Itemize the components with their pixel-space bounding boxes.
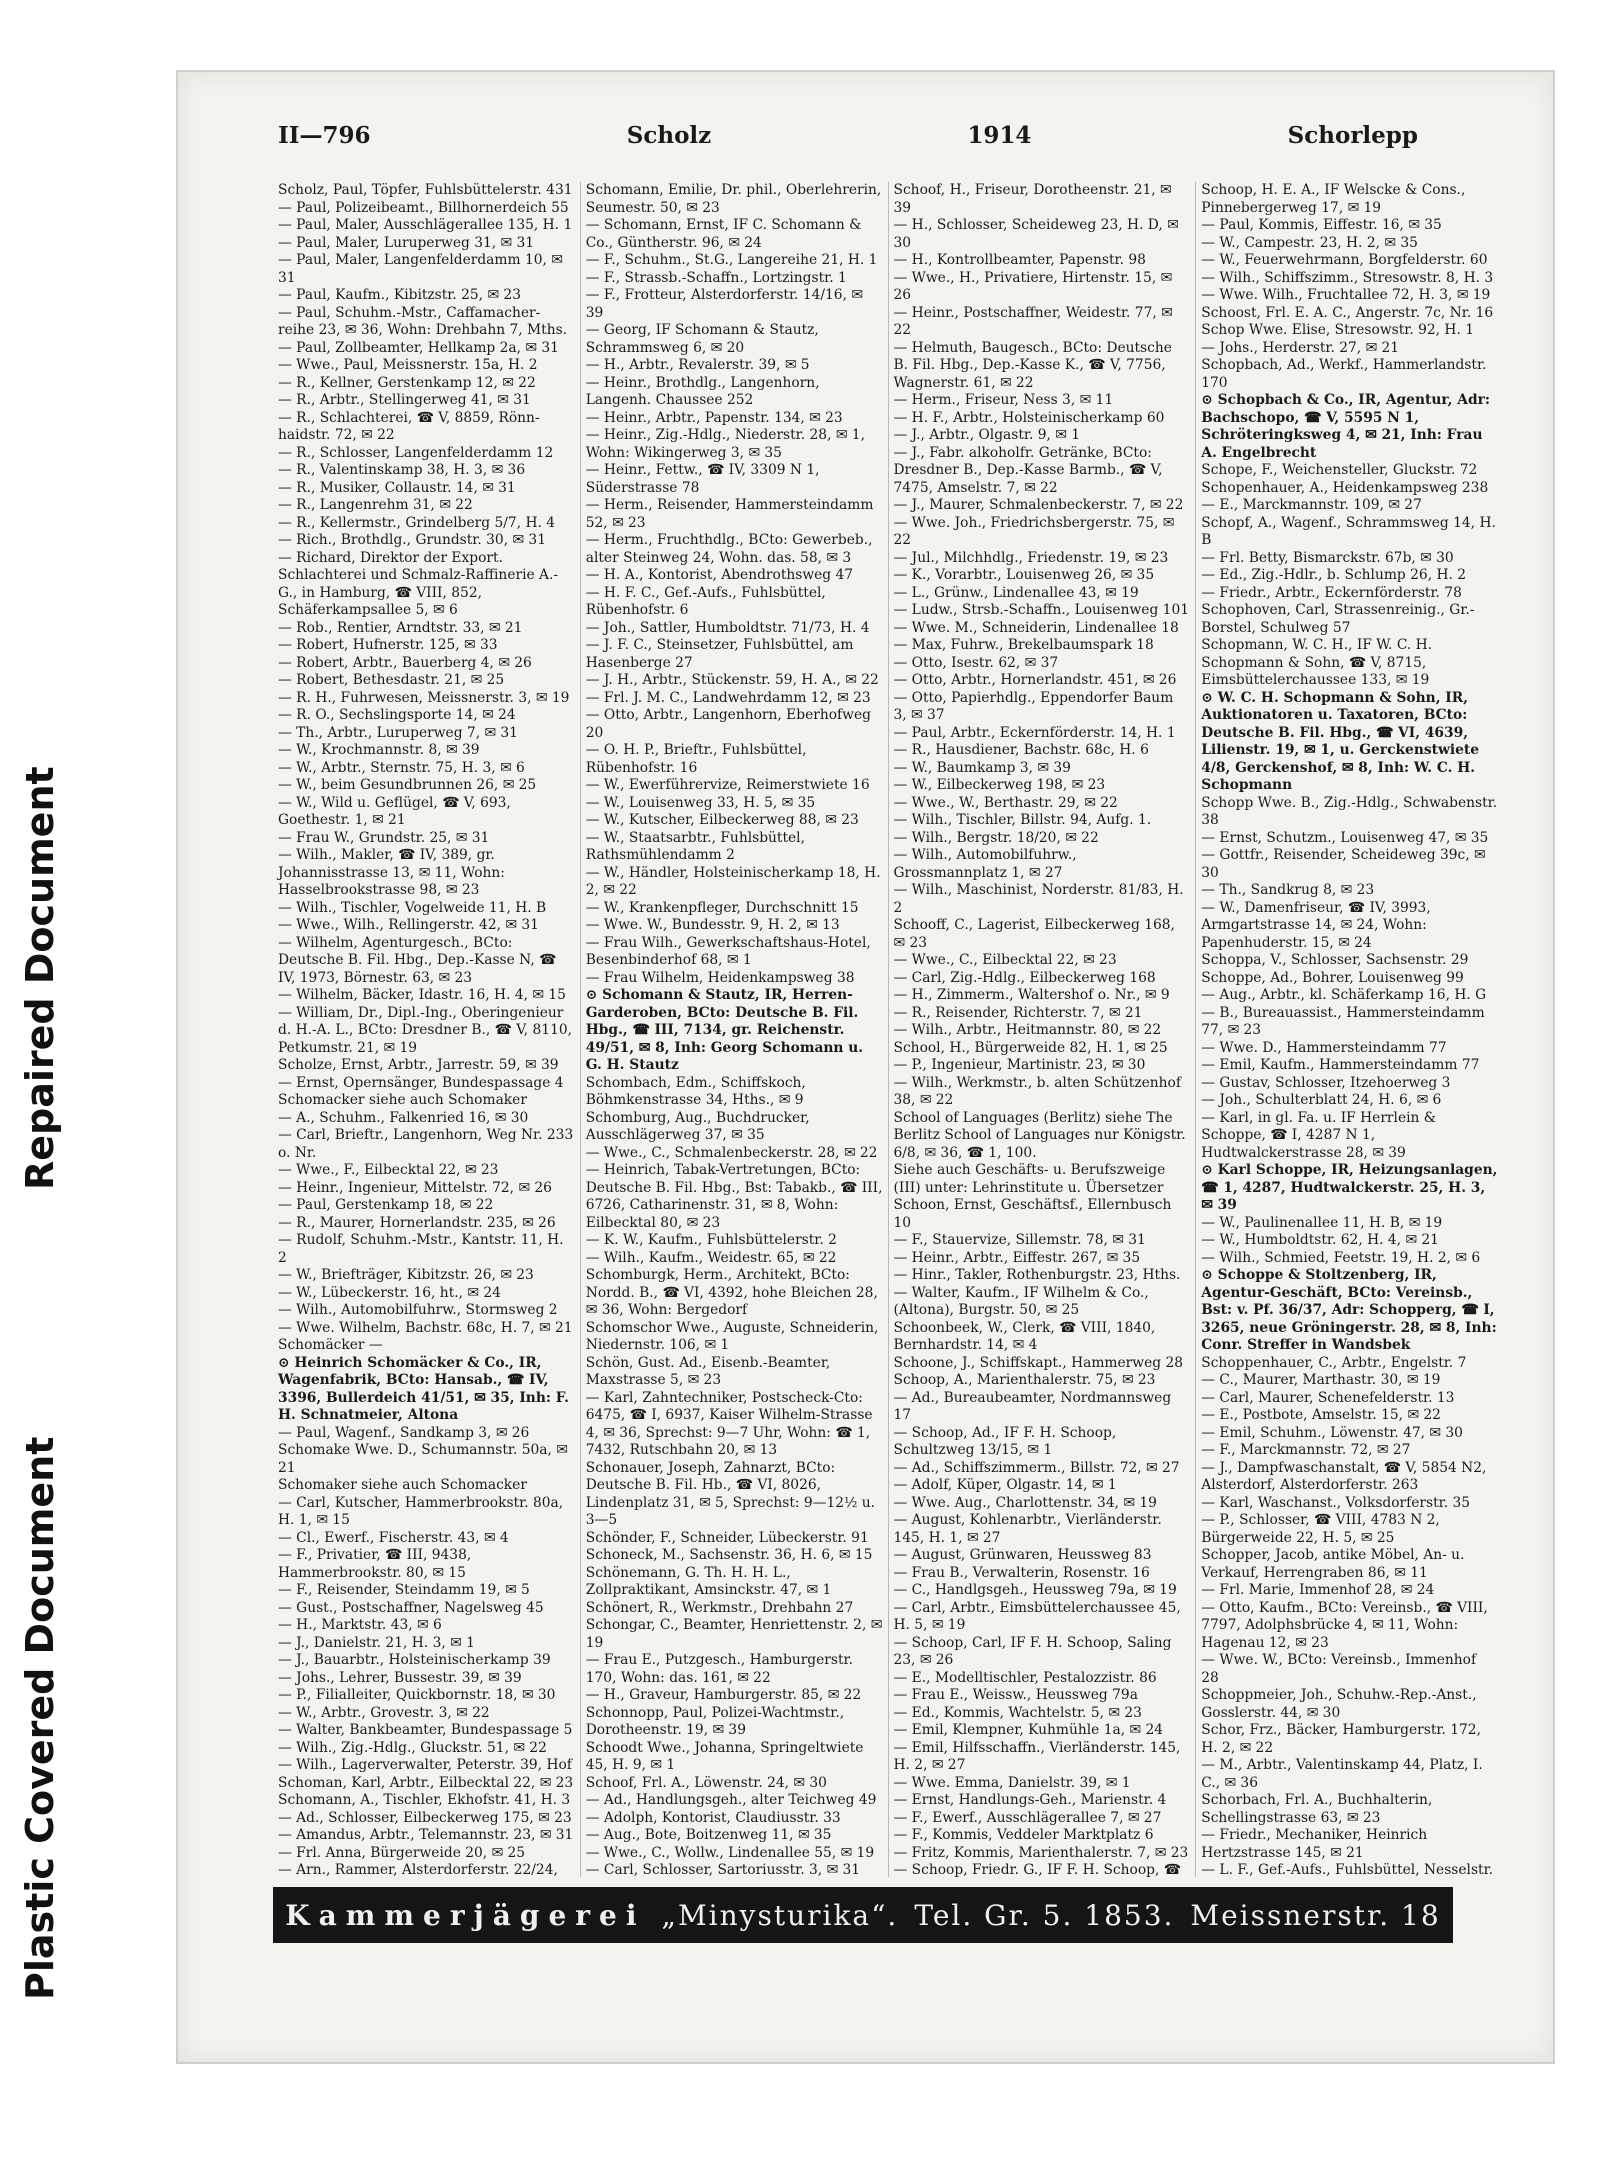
directory-entry: — P., Filialleiter, Quickbornstr. 18, ✉ 30 [278,1687,556,1703]
directory-entry: — Wilh., Schmied, Feetstr. 19, H. 2, ✉ 6 [1201,1249,1481,1266]
directory-entry: — Wwe., C., Schmalenbeckerstr. 28, ✉ 22 [585,1144,878,1161]
directory-entry: Schönemann, G. Th. H. H. L., Zollpraktikant, Amsinckstr. 47, ✉ 1 [585,1564,832,1598]
directory-entry: — W., Briefträger, Kibitzstr. 26, ✉ 23 [278,1267,534,1283]
directory-entry: — R., Schlachterei, ☎ V, 8859, Rönn-haidstr. 72, ✉ 22 [278,409,540,443]
directory-entry: Schoop, H. E. A., IF Welscke & Cons., Pinnebergerweg 17, ✉ 19 [1201,182,1466,216]
header-left-word: Scholz [626,122,712,149]
directory-entry: — Carl, Kutscher, Hammerbrookstr. 80a, H. 1, ✉ 15 [278,1494,564,1528]
directory-entry: Schoppa, V., Schlosser, Sachsenstr. 29 [1201,952,1469,968]
directory-entry: — R., Langenrehm 31, ✉ 22 [278,497,473,513]
directory-entry: Schopf, A., Wagenf., Schrammsweg 14, H. B [1201,514,1496,548]
directory-entry: — R., Musiker, Collaustr. 14, ✉ 31 [278,479,516,496]
directory-entry: Schomacker siehe auch Schomaker [278,1092,527,1108]
directory-entry: — F., Schuhm., St.G., Langereihe 21, H. 1 [585,252,878,268]
header-year: 1914 [967,122,1032,149]
directory-entry: Schön, Gust. Ad., Eisenb.-Beamter, Maxstrasse 5, ✉ 23 [585,1354,831,1388]
directory-entry: Schomake Wwe. D., Schumannstr. 50a, ✉ 21 [278,1442,568,1476]
directory-entry: — Paul, Kaufm., Kibitzstr. 25, ✉ 23 [278,287,521,303]
directory-entry: — Ed., Zig.-Hdlr., b. Schlump 26, H. 2 [1201,567,1467,583]
directory-entry: ⊙ Karl Schoppe, IR, Heizungsanlagen, ☎ 1, 4287, Hudtwalckerstr. 25, H. 3, ✉ 39 [1201,1162,1498,1213]
directory-entry: — Wilhelm, Bäcker, Idastr. 16, H. 4, ✉ 15 [278,987,566,1003]
directory-entry: Schopenhauer, A., Heidenkampsweg 238 [1201,479,1489,496]
directory-entry: — F., Reisender, Steindamm 19, ✉ 5 [278,1582,530,1598]
directory-entry: — P., Ingenieur, Martinistr. 23, ✉ 30 [893,1057,1146,1073]
directory-entry: — Wwe. W., Bundesstr. 9, H. 2, ✉ 13 [585,917,840,933]
directory-entry: — H. F. C., Gef.-Aufs., Fuhlsbüttel, Rübenhofstr. 6 [585,584,826,618]
directory-page [176,70,1555,2064]
directory-entry: — Paul, Arbtr., Eckernförderstr. 14, H. 1 [893,724,1176,741]
directory-entry: — H., Schlosser, Scheideweg 23, H. D, ✉ 30 [893,217,1179,251]
banner-brand: „Minysturika“. [661,1898,899,1932]
directory-entry: — Wilh., Makler, ☎ IV, 389, gr. Johannisstrasse 13, ✉ 11, Wohn: Hasselbrookstrasse 98, ✉ 23 [278,847,505,898]
directory-entry: — P., Schlosser, ☎ VIII, 4783 N 2, Bürgerweide 22, H. 5, ✉ 25 [1201,1512,1440,1546]
directory-entry: — J., Bauarbtr., Holsteinischerkamp 39 [278,1652,551,1668]
directory-entry: Schopmann, W. C. H., IF W. C. H. Schopmann & Sohn, ☎ V, 8715, Eimsbüttelerchaussee 133, ✉ 19 [1201,637,1433,688]
directory-entry: — Frau Wilhelm, Heidenkampsweg 38 [585,969,855,986]
directory-entry: ⊙ Schoppe & Stoltzenberg, IR, Agentur-Geschäft, BCto: Vereinsb., Bst: v. Pf. 36/37, Adr: Schopperg, ☎ I, 3265, neue Gröningerstr. 28, ✉ 8, Inh: Conr. Streffer in Wandsbek [1201,1267,1497,1353]
directory-column-2 [581,182,889,1877]
directory-entry: — W., Baumkamp 3, ✉ 39 [893,759,1071,776]
directory-entry: — Adolph, Kontorist, Claudiusstr. 33 [585,1809,841,1826]
directory-entry: — Heinr., Ingenieur, Mittelstr. 72, ✉ 26 [278,1179,552,1196]
directory-entry: — Emil, Schuhm., Löwenstr. 47, ✉ 30 [1201,1424,1463,1441]
directory-entry: — C., Maurer, Marthastr. 30, ✉ 19 [1201,1372,1441,1388]
directory-entry: — W., Händler, Holsteinischerkamp 18, H. 2, ✉ 22 [585,864,881,898]
directory-entry: — Frau Wilh., Gewerkschaftshaus-Hotel, Besenbinderhof 68, ✉ 1 [585,934,871,968]
directory-entry: — Frl. Anna, Bürgerweide 20, ✉ 25 [278,1844,526,1861]
directory-entry: — Herm., Fruchthdlg., BCto: Gewerbeb., alter Steinweg 24, Wohn. das. 58, ✉ 3 [585,532,873,566]
directory-entry: — F., Stauervize, Sillemstr. 78, ✉ 31 [893,1232,1146,1248]
directory-entry: — Heinrich, Tabak-Vertretungen, BCto: Deutsche B. Fil. Hbg., Bst: Tabakb., ☎ III, 6726, Catharinenstr. 31, ✉ 8, Wohn: Eilbecktal 80, ✉ 23 [585,1162,883,1231]
directory-entry: — Robert, Arbtr., Bauerberg 4, ✉ 26 [278,654,532,671]
directory-entry: Schoppe, Ad., Bohrer, Louisenweg 99 [1201,969,1464,986]
directory-entry: — Otto, Isestr. 62, ✉ 37 [893,654,1059,671]
directory-entry: — Heinr., Brothdlg., Langenhorn, Langenh. Chaussee 252 [585,374,820,408]
directory-entry: — F., Kommis, Veddeler Marktplatz 6 [893,1827,1154,1843]
directory-entry: — Karl, Zahntechniker, Postscheck-Cto: 6475, ☎ I, 6937, Kaiser Wilhelm-Strasse 4, ✉ 36, Sprechst: 9—7 Uhr, Wohn: ☎ 1, 7432, Rutschbahn 20, ✉ 13 [585,1389,873,1458]
directory-entry: — Wwe. Wilh., Fruchtallee 72, H. 3, ✉ 19 [1201,287,1491,303]
directory-entry: — Wwe., Paul, Meissnerstr. 15a, H. 2 [278,357,538,373]
directory-entry: Schoof, H., Friseur, Dorotheenstr. 21, ✉ 39 [893,182,1172,216]
directory-entry: Schor, Frz., Bäcker, Hamburgerstr. 172, H. 2, ✉ 22 [1201,1722,1481,1756]
directory-entry: Schomburgk, Herm., Architekt, BCto: Nordd. B., ☎ VI, 4392, hohe Bleichen 28, ✉ 36, Wohn: Bergedorf [585,1267,878,1318]
directory-entry: Scholze, Ernst, Arbtr., Jarrestr. 59, ✉ 39 [278,1057,559,1073]
directory-entry: — W., Krankenpfleger, Durchschnitt 15 [585,899,859,916]
directory-entry: — W., Campestr. 23, H. 2, ✉ 35 [1201,234,1418,251]
directory-entry: — J., Dampfwaschanstalt, ☎ V, 5854 N2, Alsterdorf, Alsterdorferstr. 263 [1201,1459,1487,1493]
directory-entry: — Carl, Brieftr., Langenhorn, Weg Nr. 233 o. Nr. [278,1127,574,1161]
directory-entry: — Th., Arbtr., Luruperweg 7, ✉ 31 [278,724,518,741]
directory-column-3 [889,182,1197,1877]
directory-entry: — Gustav, Schlosser, Itzehoerweg 3 [1201,1074,1451,1091]
directory-entry: — Wilh., Werkmstr., b. alten Schützenhof 38, ✉ 22 [893,1074,1181,1108]
directory-entry: — Adolf, Küper, Olgastr. 14, ✉ 1 [893,1477,1117,1493]
directory-entry: — A., Schuhm., Falkenried 16, ✉ 30 [278,1109,529,1126]
directory-entry: — Heinr., Postschaffner, Weidestr. 77, ✉ 22 [893,304,1173,338]
directory-entry: — Friedr., Mechaniker, Heinrich Hertzstrasse 145, ✉ 21 [1201,1827,1428,1861]
directory-entry: — Wilh., Maschinist, Norderstr. 81/83, H. 2 [893,882,1184,916]
directory-entry: — W., Damenfriseur, ☎ IV, 3993, Armgartstrasse 14, ✉ 24, Wohn: Papenhuderstr. 15, ✉ 24 [1201,899,1431,951]
directory-entry: — F., Strassb.-Schaffn., Lortzingstr. 1 [585,269,847,286]
directory-entry: — Robert, Hufnerstr. 125, ✉ 33 [278,637,498,653]
directory-entry: — Wilh., Kaufm., Weidestr. 65, ✉ 22 [585,1249,837,1266]
directory-entry: — Ad., Schlosser, Eilbeckerweg 175, ✉ 23 [278,1809,572,1826]
directory-column-1 [273,182,581,1877]
directory-entry: — Otto, Papierhdlg., Eppendorfer Baum 3, ✉ 37 [893,689,1174,723]
directory-entry: — W., Arbtr., Sternstr. 75, H. 3, ✉ 6 [278,759,525,776]
directory-entry: — Paul, Schuhm.-Mstr., Caffamacher-reihe 23, ✉ 36, Wohn: Drehbahn 7, Mths. [278,304,568,338]
directory-entry: Schoppenhauer, C., Arbtr., Engelstr. 7 [1201,1354,1467,1371]
directory-entry: — Schoop, Ad., IF F. H. Schoop, Schultzweg 13/15, ✉ 1 [893,1424,1117,1458]
directory-column-4 [1196,182,1503,1877]
directory-entry: — Ad., Handlungsgeh., alter Teichweg 49 [585,1792,877,1808]
directory-entry: — Wwe., W., Berthastr. 29, ✉ 22 [893,794,1118,811]
directory-entry: ⊙ W. C. H. Schopmann & Sohn, IR, Auktionatoren u. Taxatoren, BCto: Deutsche B. Fil. Hbg., ☎ VI, 4639, Lilienstr. 19, ✉ 1, u. Gerckenstwiete 4/8, Gerckenshof, ✉ 8, Inh: W. C. H. Schopmann [1201,689,1480,793]
directory-entry: Schomann, Emilie, Dr. phil., Oberlehrerin, Seumestr. 50, ✉ 23 [585,182,882,216]
directory-entry: — Robert, Bethesdastr. 21, ✉ 25 [278,672,505,688]
banner-phone: Tel. Gr. 5. 1853. [914,1898,1175,1932]
directory-entry: — Wwe. Wilhelm, Bachstr. 68c, H. 7, ✉ 21 [278,1319,573,1336]
directory-entry: — Wwe. Joh., Friedrichsbergerstr. 75, ✉ 22 [893,514,1175,548]
directory-entry: — Otto, Arbtr., Langenhorn, Eberhofweg 20 [585,707,871,741]
directory-entry: — Schoop, Carl, IF F. H. Schoop, Saling 23, ✉ 26 [893,1634,1172,1668]
directory-entry: Schomburg, Aug., Buchdrucker, Ausschlägerweg 37, ✉ 35 [585,1109,810,1143]
directory-entry: Schongar, C., Beamter, Henriettenstr. 2, ✉ 19 [585,1617,883,1651]
header-right-word: Schorlepp [1287,122,1418,149]
directory-entry: — Frau E., Weissw., Heussweg 79a [893,1687,1138,1703]
directory-entry: Schoon, Ernst, Geschäftsf., Ellernbusch 10 [893,1197,1172,1231]
directory-entry: — Aug., Arbtr., kl. Schäferkamp 16, H. G [1201,987,1487,1003]
directory-entry: — Wilh., Bergstr. 18/20, ✉ 22 [893,829,1099,846]
directory-entry: — Frau W., Grundstr. 25, ✉ 31 [278,829,490,846]
directory-entry: — L. F., Gef.-Aufs., Fuhlsbüttel, Nesselstr. [1201,1862,1494,1877]
directory-entry: — W., Humboldtstr. 62, H. 4, ✉ 21 [1201,1232,1439,1248]
directory-entry: — Fritz, Kommis, Marienthalerstr. 7, ✉ 23 [893,1844,1189,1861]
directory-entry: — H., Graveur, Hamburgerstr. 85, ✉ 22 [585,1687,862,1703]
directory-entry: — Max, Fuhrw., Brekelbaumspark 18 [893,637,1154,653]
side-label-repaired: Repaired Document [18,766,62,1190]
directory-entry: Schomschor Wwe., Auguste, Schneiderin, Niedernstr. 106, ✉ 1 [585,1319,879,1353]
directory-entry: — Joh., Sattler, Humboldtstr. 71/73, H. 4 [585,619,870,636]
directory-entry: ⊙ Schomann & Stautz, IR, Herren-Garderoben, BCto: Deutsche B. Fil. Hbg., ☎ III, 7134, gr. Reichenstr. 49/51, ✉ 8, Inh: Georg Schomann u. G. H. Stautz [585,987,864,1073]
directory-entry: — Frl. Marie, Immenhof 28, ✉ 24 [1201,1582,1435,1598]
directory-entry: — J. H., Arbtr., Stückenstr. 59, H. A., ✉ 22 [585,672,879,688]
directory-entry: — Heinr., Fettw., ☎ IV, 3309 N 1, Süderstrasse 78 [585,462,820,496]
advertisement-banner [273,1887,1453,1943]
directory-entry: — Carl, Zig.-Hdlg., Eilbeckerweg 168 [893,969,1156,986]
directory-entry: — E., Postbote, Amselstr. 15, ✉ 22 [1201,1407,1441,1423]
directory-entry: — R., Valentinskamp 38, H. 3, ✉ 36 [278,462,526,478]
directory-entry: — F., Frotteur, Alsterdorferstr. 14/16, ✉ 39 [585,287,863,321]
directory-entry: Schomann, A., Tischler, Ekhofstr. 41, H. 3 [278,1792,571,1808]
directory-entry: Schomäcker — [278,1337,383,1353]
directory-entry: — Paul, Maler, Langenfelderdamm 10, ✉ 31 [278,252,563,286]
directory-entry: — Karl, in gl. Fa. u. IF Herrlein & Schoppe, ☎ I, 4287 N 1, Hudtwalckerstrasse 28, ✉ 39 [1201,1109,1437,1161]
directory-entry: — Walter, Bankbeamter, Bundespassage 5 [278,1722,573,1738]
directory-entry: — Arn., Rammer, Alsterdorferstr. 22/24, [278,1862,558,1877]
directory-entry: — Wilhelm, Agenturgesch., BCto: Deutsche B. Fil. Hbg., Dep.-Kasse N, ☎ IV, 1973, Börnestr. 63, ✉ 23 [278,934,557,986]
directory-entry: Schonnopp, Paul, Polizei-Wachtmstr., Dorotheenstr. 19, ✉ 39 [585,1704,845,1738]
directory-entry: — W., Lübeckerstr. 16, ht., ✉ 24 [278,1284,501,1301]
directory-entry: — W., Paulinenallee 11, H. B, ✉ 19 [1201,1214,1443,1231]
directory-entry: Schoost, Frl. E. A. C., Angerstr. 7c, Nr. 16 [1201,304,1494,321]
directory-entry: — Joh., Schulterblatt 24, H. 6, ✉ 6 [1201,1092,1442,1108]
directory-entry: — Johs., Herderstr. 27, ✉ 21 [1201,339,1400,356]
directory-entry: — Richard, Direktor der Export. Schlachterei und Schmalz-Raffinerie A.-G., in Hamburg, ☎ VIII, 852, Schäferkampsallee 5, ✉ 6 [278,549,559,618]
directory-entry: — R. H., Fuhrwesen, Meissnerstr. 3, ✉ 19 [278,689,570,706]
directory-entry: — H., Zimmerm., Waltershof o. Nr., ✉ 9 [893,987,1170,1003]
directory-entry: — C., Handlgsgeh., Heussweg 79a, ✉ 19 [893,1582,1177,1598]
directory-entry: — August, Kohlenarbtr., Vierländerstr. 145, H. 1, ✉ 27 [893,1512,1162,1546]
directory-entry: Schoppmeier, Joh., Schuhw.-Rep.-Anst., Gosslerstr. 44, ✉ 30 [1201,1687,1477,1721]
directory-entry: — Carl, Arbtr., Eimsbüttelerchaussee 45, H. 5, ✉ 19 [893,1599,1181,1633]
directory-entry: — Gust., Postschaffner, Nagelsweg 45 [278,1599,544,1616]
directory-entry: — H. F., Arbtr., Holsteinischerkamp 60 [893,409,1165,426]
directory-entry: — M., Arbtr., Valentinskamp 44, Platz, I. C., ✉ 36 [1201,1757,1483,1791]
directory-entry: Schoop, A., Marienthalerstr. 75, ✉ 23 [893,1372,1156,1388]
directory-entry: — Emil, Klempner, Kuhmühle 1a, ✉ 24 [893,1722,1164,1738]
directory-entry: — R., Maurer, Hornerlandstr. 235, ✉ 26 [278,1214,556,1231]
directory-entry: Schorbach, Frl. A., Buchhalterin, Schellingstrasse 63, ✉ 23 [1201,1792,1433,1826]
directory-entry: — Carl, Maurer, Schenefelderstr. 13 [1201,1389,1455,1406]
directory-entry: — Wwe., F., Eilbecktal 22, ✉ 23 [278,1162,499,1178]
directory-entry: Schombach, Edm., Schiffskoch, Böhmkenstrasse 34, Hths., ✉ 9 [585,1074,806,1108]
directory-entry: — Frau B., Verwalterin, Rosenstr. 16 [893,1564,1150,1581]
directory-entry: — Johs., Lehrer, Bussestr. 39, ✉ 39 [278,1669,522,1686]
directory-entry: Schönert, R., Werkmstr., Drehbahn 27 [585,1599,854,1616]
directory-entry: Schopbach, Ad., Werkf., Hammerlandstr. 170 [1201,357,1487,391]
directory-entry: — R., Arbtr., Stellingerweg 41, ✉ 31 [278,392,531,408]
directory-entry: — J., Fabr. alkoholfr. Getränke, BCto: Dresdner B., Dep.-Kasse Barmb., ☎ V, 7475, Amselstr. 7, ✉ 22 [893,444,1163,496]
directory-entry: — W., Louisenweg 33, H. 5, ✉ 35 [585,794,816,811]
directory-entry: — Cl., Ewerf., Fischerstr. 43, ✉ 4 [278,1529,509,1546]
directory-entry: — L., Grünw., Lindenallee 43, ✉ 19 [893,584,1139,601]
directory-entry: — R., Kellner, Gerstenkamp 12, ✉ 22 [278,374,536,391]
directory-entry: — Walter, Kaufm., IF Wilhelm & Co., (Altona), Burgstr. 50, ✉ 25 [893,1284,1149,1318]
directory-entry: — Wilh., Automobilfuhrw., Stormsweg 2 [278,1302,558,1318]
directory-entry: Schönder, F., Schneider, Lübeckerstr. 91 [585,1529,869,1546]
directory-entry: Schoonbeek, W., Clerk, ☎ VIII, 1840, Bernhardstr. 14, ✉ 4 [893,1319,1156,1353]
directory-entry: — W., Krochmannstr. 8, ✉ 39 [278,742,480,758]
banner-word: Kammerjägerei [285,1898,646,1932]
directory-entry: Schoodt Wwe., Johanna, Springeltwiete 45, H. 9, ✉ 1 [585,1739,864,1773]
directory-entry: — Paul, Zollbeamter, Hellkamp 2a, ✉ 31 [278,339,559,356]
directory-entry: — W., Kutscher, Eilbeckerweg 88, ✉ 23 [585,812,859,828]
directory-entry: — William, Dr., Dipl.-Ing., Oberingenieur d. H.-A. L., BCto: Dresdner B., ☎ V, 8110, Petkumstr. 21, ✉ 19 [278,1004,573,1056]
directory-entry: — Otto, Arbtr., Hornerlandstr. 451, ✉ 26 [893,672,1177,688]
directory-entry: — Wilh., Arbtr., Heitmannstr. 80, ✉ 22 [893,1022,1162,1038]
directory-entry: — Wilh., Schiffszimm., Stresowstr. 8, H. 3 [1201,269,1494,286]
directory-entry: — August, Grünwaren, Heussweg 83 [893,1547,1152,1563]
directory-entry: — Heinr., Arbtr., Papenstr. 134, ✉ 23 [585,409,843,426]
directory-entry: — Emil, Kaufm., Hammersteindamm 77 [1201,1057,1480,1073]
directory-entry: — F., Marckmannstr. 72, ✉ 27 [1201,1442,1411,1458]
directory-entry: — Wwe., Wilh., Rellingerstr. 42, ✉ 31 [278,917,539,933]
directory-entry: — Amandus, Arbtr., Telemannstr. 23, ✉ 31 [278,1827,574,1843]
directory-entry: Schopp Wwe. B., Zig.-Hdlg., Schwabenstr. 38 [1201,794,1498,828]
directory-entry: — Wwe., C., Eilbecktal 22, ✉ 23 [893,952,1117,968]
directory-entry: — Wilh., Automobilfuhrw., Grossmannplatz 1, ✉ 27 [893,847,1077,881]
directory-entry: — F., Privatier, ☎ III, 9438, Hammerbrookstr. 80, ✉ 15 [278,1547,472,1581]
directory-entry: — H., Marktstr. 43, ✉ 6 [278,1617,442,1633]
directory-entry: Siehe auch Geschäfts- u. Berufszweige (III) unter: Lehrinstitute u. Übersetzer [893,1162,1166,1196]
directory-entry: Schoone, J., Schiffskapt., Hammerweg 28 [893,1354,1184,1371]
directory-entry: — Frl. Betty, Bismarckstr. 67b, ✉ 30 [1201,549,1454,566]
directory-entry: Schope, F., Weichensteller, Gluckstr. 72 [1201,462,1478,478]
banner-address: Meissnerstr. 18 [1190,1898,1441,1932]
directory-entry: — Karl, Waschanst., Volksdorferstr. 35 [1201,1494,1471,1511]
directory-entry: — Ernst, Handlungs-Geh., Marienstr. 4 [893,1792,1167,1808]
directory-entry: — Emil, Hilfsschaffn., Vierländerstr. 145, H. 2, ✉ 27 [893,1739,1181,1773]
directory-entry: ⊙ Schopbach & Co., IR, Agentur, Adr: Bachschopo, ☎ V, 5595 N 1, Schröteringksweg 4, ✉ 21, Inh: Frau A. Engelbrecht [1201,392,1490,461]
directory-entry: — Wwe. M., Schneiderin, Lindenallee 18 [893,619,1179,636]
directory-entry: — Ernst, Schutzm., Louisenweg 47, ✉ 35 [1201,829,1489,846]
directory-entry: — Wwe., C., Wollw., Lindenallee 55, ✉ 19 [585,1844,875,1861]
directory-entry: — R., Kellermstr., Grindelberg 5/7, H. 4 [278,514,556,531]
directory-entry: — Herm., Friseur, Ness 3, ✉ 11 [893,392,1114,408]
directory-entry: — Helmuth, Baugesch., BCto: Deutsche B. Fil. Hbg., Dep.-Kasse K., ☎ V, 7756, Wagnerstr. 61, ✉ 22 [893,339,1172,391]
directory-entry: — Schomann, Ernst, IF C. Schomann & Co., Güntherstr. 96, ✉ 24 [585,217,862,251]
directory-entry: Schomaker siehe auch Schomacker [278,1477,527,1493]
directory-entry: — Gottfr., Reisender, Scheideweg 39c, ✉ 30 [1201,847,1486,881]
directory-entry: — Rob., Rentier, Arndtstr. 33, ✉ 21 [278,619,523,636]
directory-entry: — Ernst, Opernsänger, Bundespassage 4 [278,1074,564,1091]
directory-entry: — Schoop, Friedr. G., IF F. H. Schoop, ☎ [893,1862,1181,1877]
directory-entry: — J., Maurer, Schmalenbeckerstr. 7, ✉ 22 [893,497,1184,513]
directory-entry: — Wilh., Tischler, Vogelweide 11, H. B [278,899,547,916]
directory-entry: — H. A., Kontorist, Abendrothsweg 47 [585,567,854,583]
side-label-plastic-covered: Plastic Covered Document [18,1436,62,2000]
directory-entry: Schonauer, Joseph, Zahnarzt, BCto: Deutsche B. Fil. Hb., ☎ VI, 8026, Lindenplatz 31, ✉ 5, Sprechst: 9—12½ u. 3—5 [585,1459,876,1528]
directory-entry: — J. F. C., Steinsetzer, Fuhlsbüttel, am Hasenberge 27 [585,637,854,671]
directory-entry: Schoneck, M., Sachsenstr. 36, H. 6, ✉ 15 [585,1547,873,1563]
directory-entry: — F., Ewerf., Ausschlägerallee 7, ✉ 27 [893,1809,1162,1826]
directory-entry: — R. O., Sechslingsporte 14, ✉ 24 [278,707,516,723]
directory-entry: — Paul, Wagenf., Sandkamp 3, ✉ 26 [278,1424,530,1441]
directory-entry: — Wilh., Lagerverwalter, Peterstr. 39, Hof [278,1757,572,1773]
directory-entry: — E., Modelltischler, Pestalozzistr. 86 [893,1669,1157,1686]
directory-entry: — J., Arbtr., Olgastr. 9, ✉ 1 [893,427,1080,443]
directory-entry: Schoman, Karl, Arbtr., Eilbecktal 22, ✉ 23 [278,1774,574,1791]
directory-entry: — Wilh., Zig.-Hdlg., Gluckstr. 51, ✉ 22 [278,1739,547,1756]
directory-entry: School of Languages (Berlitz) siehe The Berlitz School of Languages nur Königstr. 6/8, ✉ 36, ☎ 1, 100. [893,1109,1186,1161]
directory-entry: School, H., Bürgerweide 82, H. 1, ✉ 25 [893,1039,1168,1056]
side-labels [0,0,140,2177]
directory-entry: — W., Arbtr., Grovestr. 3, ✉ 22 [278,1704,490,1721]
directory-entry: — W., Staatsarbtr., Fuhlsbüttel, Rathsmühlendamm 2 [585,829,805,863]
directory-entry: — W., Feuerwehrmann, Borgfelderstr. 60 [1201,252,1488,268]
directory-entry: — Frl. J. M. C., Landwehrdamm 12, ✉ 23 [585,689,871,706]
directory-entry: — Wwe. Emma, Danielstr. 39, ✉ 1 [893,1774,1131,1791]
directory-entry: — Ed., Kommis, Wachtelstr. 5, ✉ 23 [893,1704,1142,1721]
directory-entry: — Frau E., Putzgesch., Hamburgerstr. 170, Wohn: das. 161, ✉ 22 [585,1652,853,1686]
directory-entry: — K., Vorarbtr., Louisenweg 26, ✉ 35 [893,567,1155,583]
directory-entry: — Paul, Kommis, Eiffestr. 16, ✉ 35 [1201,217,1442,233]
directory-entry: — Heinr., Zig.-Hdlg., Niederstr. 28, ✉ 1, Wohn: Wikingerweg 3, ✉ 35 [585,427,865,461]
directory-entry: Schopper, Jacob, antike Möbel, An- u. Verkauf, Herrengraben 86, ✉ 11 [1201,1547,1465,1581]
directory-entry: — Wilh., Tischler, Billstr. 94, Aufg. 1. [893,812,1152,828]
directory-entry: — Rudolf, Schuhm.-Mstr., Kantstr. 11, H. 2 [278,1232,564,1266]
directory-entry: — Ad., Bureaubeamter, Nordmannsweg 17 [893,1389,1172,1423]
directory-entry: — H., Arbtr., Revalerstr. 39, ✉ 5 [585,357,810,373]
directory-entry: — Heinr., Arbtr., Eiffestr. 267, ✉ 35 [893,1249,1141,1266]
directory-entry: — Hinr., Takler, Rothenburgstr. 23, Hths. [893,1267,1181,1283]
directory-entry: — W., Wild u. Geflügel, ☎ V, 693, Goethestr. 1, ✉ 21 [278,794,511,828]
directory-entry: — Ad., Schiffszimmerm., Billstr. 72, ✉ 27 [893,1459,1180,1476]
directory-entry: — Rich., Brothdlg., Grundstr. 30, ✉ 31 [278,532,546,548]
directory-entry: Scholz, Paul, Töpfer, Fuhlsbüttelerstr. 431 [278,182,573,198]
directory-entry: — W., Ewerführervize, Reimerstwiete 16 [585,777,870,793]
directory-entry: — Wwe. W., BCto: Vereinsb., Immenhof 28 [1201,1652,1477,1686]
directory-entry: — J., Danielstr. 21, H. 3, ✉ 1 [278,1634,475,1651]
page-number: II—796 [278,122,371,149]
directory-entry: — Wwe., H., Privatiere, Hirtenstr. 15, ✉ 26 [893,269,1173,303]
directory-entry: — Otto, Kaufm., BCto: Vereinsb., ☎ VIII, 7797, Adolphsbrücke 4, ✉ 11, Wohn: Hagenau 12, ✉ 23 [1201,1599,1488,1651]
directory-entry: — Paul, Maler, Ausschlägerallee 135, H. 1 [278,217,573,233]
directory-entry: — R., Schlosser, Langenfelderdamm 12 [278,444,554,461]
directory-entry: Schoof, Frl. A., Löwenstr. 24, ✉ 30 [585,1774,827,1791]
directory-columns [273,182,1503,1877]
directory-entry: — Carl, Schlosser, Sartoriusstr. 3, ✉ 31 [585,1862,861,1877]
directory-entry: — R., Reisender, Richterstr. 7, ✉ 21 [893,1004,1143,1021]
directory-entry: — Jul., Milchhdlg., Friedenstr. 19, ✉ 23 [893,549,1169,566]
directory-entry: — E., Marckmannstr. 109, ✉ 27 [1201,497,1422,513]
directory-entry: — Paul, Maler, Luruperweg 31, ✉ 31 [278,234,535,251]
directory-entry: — H., Kontrollbeamter, Papenstr. 98 [893,252,1146,268]
directory-entry: — W., beim Gesundbrunnen 26, ✉ 25 [278,777,537,793]
directory-entry: Schooff, C., Lagerist, Eilbeckerweg 168, ✉ 23 [893,917,1175,951]
directory-entry: — O. H. P., Brieftr., Fuhlsbüttel, Rübenhofstr. 16 [585,742,807,776]
directory-entry: — Georg, IF Schomann & Stautz, Schrammsweg 6, ✉ 20 [585,322,819,356]
directory-entry: Schop Wwe. Elise, Stresowstr. 92, H. 1 [1201,322,1475,338]
directory-entry: — Friedr., Arbtr., Eckernförderstr. 78 [1201,584,1462,601]
directory-entry: — K. W., Kaufm., Fuhlsbüttelerstr. 2 [585,1232,837,1248]
directory-entry: — R., Hausdiener, Bachstr. 68c, H. 6 [893,742,1149,758]
directory-entry: — Ludw., Strsb.-Schaffn., Louisenweg 101 [893,602,1190,618]
directory-entry: — Wwe. Aug., Charlottenstr. 34, ✉ 19 [893,1494,1157,1511]
directory-entry: — Herm., Reisender, Hammersteindamm 52, ✉ 23 [585,497,874,531]
directory-entry: — Th., Sandkrug 8, ✉ 23 [1201,882,1375,898]
directory-entry: ⊙ Heinrich Schomäcker & Co., IR, Wagenfabrik, BCto: Hansab., ☎ IV, 3396, Bullerdeich 41/51, ✉ 35, Inh: F. H. Schnatmeier, Altona [278,1354,569,1423]
directory-entry: — Paul, Gerstenkamp 18, ✉ 22 [278,1197,494,1213]
directory-entry: — Paul, Polizeibeamt., Billhornerdeich 55 [278,199,569,216]
directory-entry: — W., Eilbeckerweg 198, ✉ 23 [893,777,1106,793]
page-header [278,122,1418,162]
directory-entry: — Aug., Bote, Boitzenweg 11, ✉ 35 [585,1827,832,1843]
directory-entry: — Wwe. D., Hammersteindamm 77 [1201,1039,1447,1056]
directory-entry: Schophoven, Carl, Strassenreinig., Gr.-Borstel, Schulweg 57 [1201,602,1475,636]
directory-entry: — B., Bureauassist., Hammersteindamm 77, ✉ 23 [1201,1004,1485,1038]
